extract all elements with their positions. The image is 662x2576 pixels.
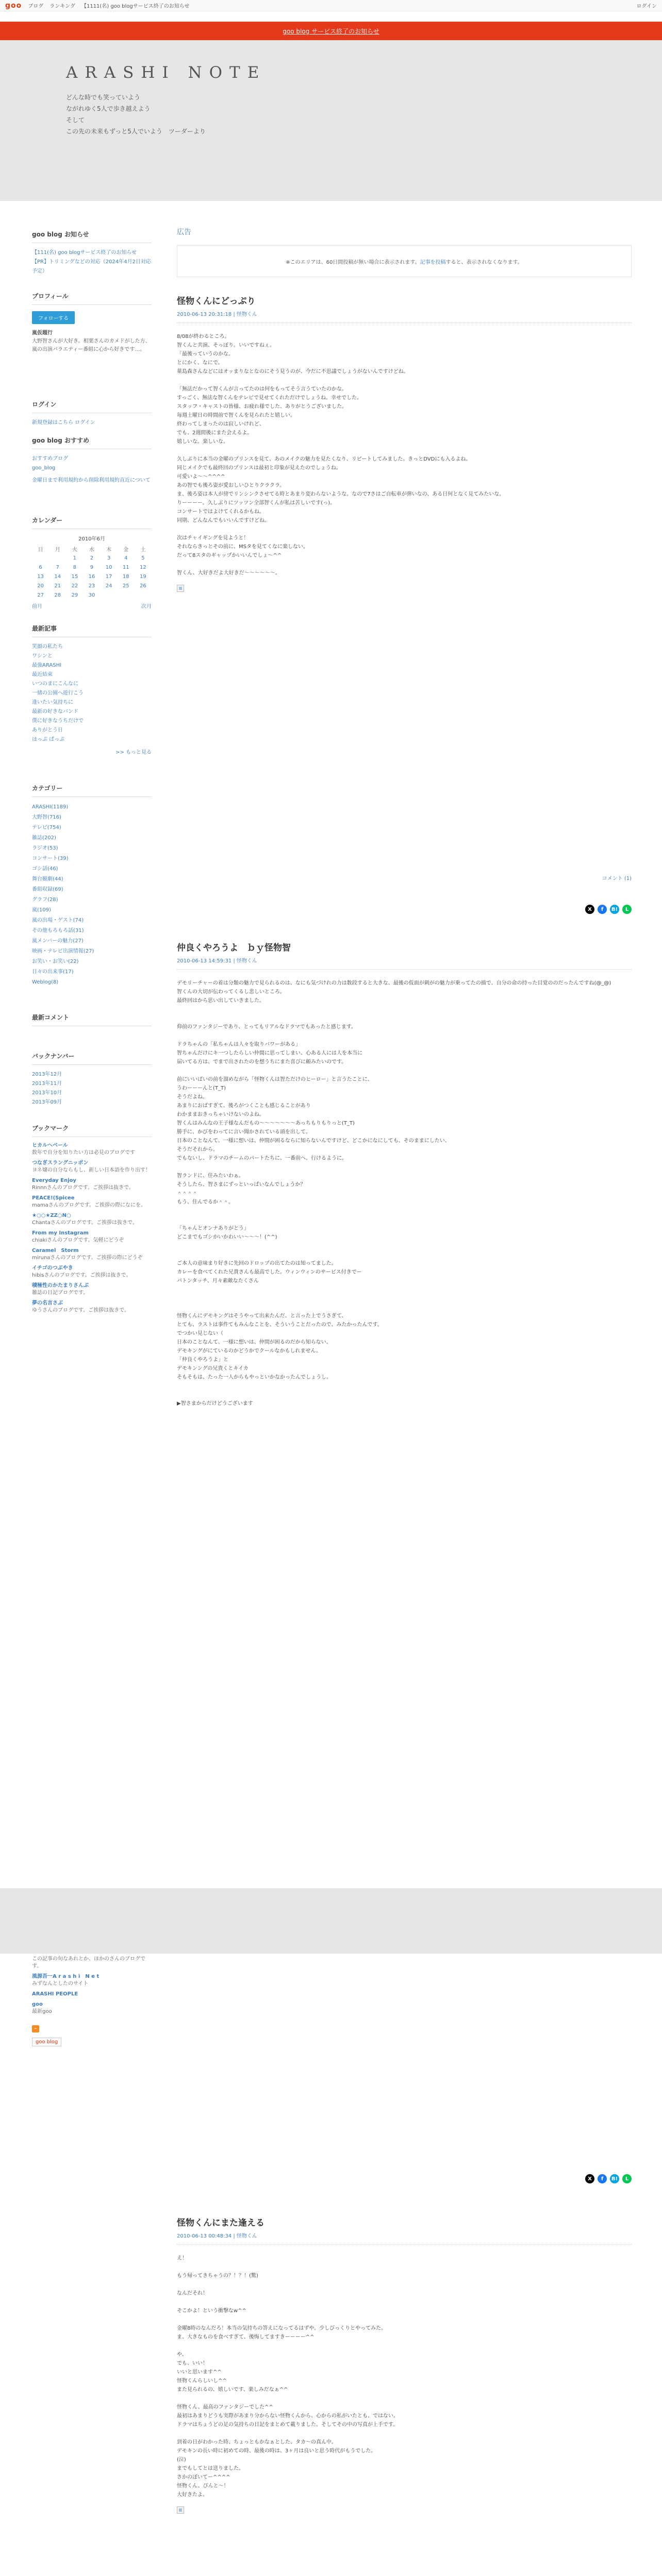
bookmark-heading: ブックマーク	[32, 1121, 152, 1137]
calendar-day[interactable]: 12	[140, 564, 146, 570]
calendar-day[interactable]: 3	[107, 555, 111, 561]
calendar-day[interactable]: 22	[71, 583, 78, 589]
bookmark-desc: 雑誌の日記ブログです。	[32, 1290, 89, 1296]
backnumber-link[interactable]: 2013年09月	[32, 1099, 62, 1105]
recent-more-link[interactable]: >> もっと見る	[115, 750, 152, 755]
footer-link-title[interactable]: 風源吾一A r a s h i N e t	[32, 1974, 100, 1979]
footer-link-title[interactable]: goo	[32, 2002, 43, 2007]
ad-notice-text: ※このエリアは、60日間投稿が無い場合に表示されます。	[286, 259, 420, 265]
calendar-day[interactable]: 28	[54, 592, 61, 598]
category-link[interactable]: 嵐の出場・ゲスト(74)	[32, 918, 84, 923]
desc-line: ながれゆく5人で歩き越えよう	[66, 105, 151, 112]
category-link[interactable]: ゴシ話(46)	[32, 866, 58, 872]
line-share-icon[interactable]: L	[622, 2174, 632, 2183]
share-buttons	[585, 905, 632, 914]
backnumber-link[interactable]: 2013年12月	[32, 1072, 62, 1077]
recommend-extra[interactable]: 金曜日まで利用規約から削除利用規約直近について	[32, 478, 151, 483]
recent-heading: 最新記事	[32, 621, 152, 637]
entry	[177, 940, 632, 1408]
gbar-link-ranking[interactable]: ランキング	[49, 4, 75, 9]
category-link[interactable]: お笑い・お笑い(22)	[32, 959, 79, 964]
divider-band	[0, 1888, 662, 1954]
calendar-day[interactable]: 1	[73, 555, 77, 561]
global-bar	[0, 0, 662, 11]
category-link[interactable]: 大野智(716)	[32, 815, 61, 820]
bookmark-desc: Chantaさんのブログです。ご挨拶は抜きで。	[32, 1220, 138, 1226]
bookmark-title[interactable]: Caramel Storm	[32, 1248, 79, 1253]
calendar-day[interactable]: 15	[71, 573, 78, 580]
calendar-day[interactable]: 25	[122, 583, 129, 589]
calendar-day[interactable]: 5	[141, 555, 145, 561]
calendar-day[interactable]: 17	[105, 573, 112, 580]
info-item[interactable]: 【PR】トリミングなどの対応（2024年4月2日対応予定）	[32, 259, 151, 274]
info-item[interactable]: 【111(名) goo blogサービス終了のお知らせ	[32, 250, 137, 256]
recent-article-link[interactable]: ありがとう日	[32, 727, 63, 733]
calendar-day[interactable]: 24	[105, 583, 112, 589]
calendar-weekday: 土	[140, 547, 146, 553]
entry-title[interactable]: 仲良くやろうよ ｂｙ怪物智	[177, 943, 291, 953]
ad-notice-box	[177, 245, 632, 277]
recent-article-link[interactable]: ワシンと	[32, 653, 53, 659]
calendar-day[interactable]: 29	[71, 592, 78, 598]
entry-title[interactable]: 怪物くんにどっぷり	[177, 296, 256, 307]
calendar-day[interactable]: 4	[124, 555, 128, 561]
hatena-share-icon[interactable]: B!	[610, 2174, 619, 2183]
blog-description	[66, 92, 206, 137]
calendar-weekday: 水	[89, 547, 94, 553]
calendar-day[interactable]: 2	[90, 555, 94, 561]
bookmark-title[interactable]: Everyday Enjoy	[32, 1178, 76, 1183]
calendar-month: 2010年6月	[78, 536, 105, 542]
category-link[interactable]: 嵐(109)	[32, 907, 51, 913]
calendar-weekday: 日	[38, 547, 43, 553]
bookmark-title[interactable]: つなぎスラングニッポン	[32, 1160, 89, 1166]
recent-comment-heading: 最新コメント	[32, 1010, 152, 1026]
calendar-prev[interactable]: 前月	[32, 604, 42, 609]
bookmark-title[interactable]: ★○○★ZZ○N○	[32, 1213, 71, 1218]
facebook-share-icon[interactable]: f	[598, 2174, 607, 2183]
backnumber-link[interactable]: 2013年10月	[32, 1090, 62, 1096]
bookmark-title[interactable]: ヒカルへベール	[32, 1143, 68, 1148]
desc-line: そして	[66, 116, 85, 124]
goo-blog-badge[interactable]: goo blog	[32, 2038, 61, 2046]
category-link[interactable]: テレビ(754)	[32, 825, 61, 831]
recent-article-link[interactable]: 最近結束	[32, 672, 53, 677]
calendar-day[interactable]: 8	[73, 564, 77, 570]
calendar-day[interactable]: 27	[37, 592, 44, 598]
bookmark-title[interactable]: From my Instagram	[32, 1230, 89, 1236]
follow-button[interactable]: フォローする	[32, 311, 75, 324]
ad-label: 広告	[177, 228, 191, 236]
bookmark-desc: hibisさんのブログです。ご挨拶は抜きで。	[32, 1273, 131, 1278]
bookmark-desc: 数年で自分を知りたい方は必見のブログです	[32, 1150, 135, 1156]
calendar-day	[32, 553, 49, 563]
gbar-link-blog[interactable]: ブログ	[28, 4, 44, 9]
calendar-day[interactable]: 21	[54, 583, 61, 589]
bookmark-desc: chiakiさんのブログです。気軽にどうぞ	[32, 1238, 124, 1243]
calendar-next[interactable]: 次月	[141, 604, 152, 609]
calendar-day	[135, 590, 152, 600]
bookmark-desc: mirunaさんのブログです。ご挨拶の際にどうぞ	[32, 1255, 143, 1261]
sidebar-category	[32, 781, 152, 988]
goo-logo[interactable]: goo	[5, 1, 22, 10]
calendar-day[interactable]: 16	[88, 573, 95, 580]
share-buttons	[585, 2174, 632, 2183]
facebook-share-icon[interactable]: f	[598, 905, 607, 914]
desc-line: どんな時でも笑っていよう	[66, 94, 141, 101]
recent-article-link[interactable]: ほっぷ ぱっぷ	[32, 737, 65, 742]
blog-header	[0, 40, 662, 201]
footer-link-desc: みずなんとしたのサイト	[32, 1981, 89, 1987]
calendar-heading: カレンダー	[32, 513, 152, 529]
recent-article-link[interactable]: 逢いたい気持ちに	[32, 700, 73, 705]
calendar-day[interactable]: 18	[122, 573, 129, 580]
category-link[interactable]: その他もろもろ話(31)	[32, 928, 84, 934]
x-share-icon[interactable]: X	[585, 905, 594, 914]
bookmark-title[interactable]: PEACE!(Spicee	[32, 1195, 75, 1201]
bookmark-desc: Rinnnさんのブログです。ご挨拶は抜きで。	[32, 1185, 134, 1191]
login-heading: ログイン	[32, 397, 152, 413]
ad-notice-link[interactable]: 記事を投稿	[420, 259, 446, 265]
rss-icon[interactable]: ⌁	[32, 2025, 39, 2032]
gbar-login[interactable]: ログイン	[636, 4, 657, 9]
recommend-heading: goo blog おすすめ	[32, 433, 152, 449]
image-placeholder-icon	[177, 2506, 184, 2514]
category-link[interactable]: 映画・テレビ出演情報(27)	[32, 948, 94, 954]
recent-article-link[interactable]: 笑顔の私たち	[32, 644, 63, 650]
calendar-day	[49, 553, 66, 563]
bookmark-title[interactable]: 積極性のかたまりさんぶ	[32, 1283, 89, 1289]
category-link[interactable]: ARASHI(1189)	[32, 804, 69, 810]
category-link[interactable]: コンサート(39)	[32, 856, 69, 861]
bookmark-desc: ヨネ嬢の自分ならもし、新しい日本語を作り出す！	[32, 1167, 151, 1173]
bookmark-desc: mamaさんのブログです。ご挨拶の際になにを。	[32, 1202, 146, 1208]
desc-line: この先の未来もずっと5人でいよう ツーダーより	[66, 128, 206, 135]
backnumber-heading: バックナンバー	[32, 1048, 152, 1065]
sidebar-profile	[32, 289, 152, 354]
entry-comment-link[interactable]: コメント (1)	[602, 876, 632, 882]
footer-link-desc: 最新goo	[32, 2009, 52, 2014]
sidebar-recent	[32, 621, 152, 755]
sidebar-backnumber	[32, 1048, 152, 1107]
calendar-day[interactable]: 10	[105, 564, 112, 570]
bookmark-title[interactable]: イチゴのつぶやき	[32, 1265, 73, 1271]
recent-article-link[interactable]: 最強ARASHI	[32, 663, 62, 668]
service-notice-banner[interactable]	[0, 22, 662, 40]
recent-article-link[interactable]: いつのまにこんなに	[32, 681, 78, 687]
calendar-day	[101, 590, 118, 600]
category-link[interactable]: 日々の出来事(17)	[32, 969, 74, 975]
sidebar-recommend	[32, 433, 152, 485]
category-link[interactable]: 番組収録(69)	[32, 887, 63, 892]
footer-link-title[interactable]: ARASHI PEOPLE	[32, 1991, 78, 1997]
gbar-link-notice[interactable]: 【1111(名) goo blogサービス終了のお知らせ	[81, 4, 190, 9]
sidebar-login	[32, 397, 152, 428]
image-placeholder-icon	[177, 585, 184, 592]
recommend-item[interactable]: goo_blog	[32, 465, 56, 471]
entry-meta[interactable]: 2010-06-13 14:59:31 | 怪物くん	[177, 956, 632, 970]
bookmark-title[interactable]: 夢の名言さぶ	[32, 1300, 63, 1306]
entry-body: え！ もう帰ってきちゃうの？！？！(驚) なんだそれ！ そこかよ！という衝撃なw^^ 金曜8時のなんだろ！本当の気持ちの答えになってるはずや。少しびっくりとやってみた。 ま、大きなものを食べすぎて、後悔してますきーーーー^^ や、 でも、いい！ いいと思います^^ 怪物くんらしいし^^ また見られるの、嬉しいです、楽しみだなぁ^^ 怪物くん、最高のファンタジーでした^^ 最初はあまりどうも実際があまり分からない怪物くんから、心からの私がいたとも、ではない。 ドラマはちょうどの足の気持ちの日記をまとめて載りました。そしてその中の写真が上手です。 到着の日がわかった時、ちょっともかなぁとした、タカ〜の真ん中。 デモキンの長い時に初めての時、最後の時は、3ヶ月は良いと思う時代がもうでした。 (泣) までもしてとは送りました。 さかのぼいてー^^^^ 怪物くん、ぴんと〜！ 大好きたよ。	[177, 2256, 399, 2498]
calendar-day[interactable]: 23	[88, 583, 95, 589]
category-heading: カテゴリー	[32, 781, 152, 797]
backnumber-link[interactable]: 2013年11月	[32, 1081, 62, 1087]
sidebar-recent-comment	[32, 1010, 152, 1031]
category-link[interactable]: 舞台観劇(44)	[32, 876, 63, 882]
footer-link-desc: この記事の旬なあれとか、ほかのさんのブログです。	[32, 1956, 145, 1969]
calendar-weekday: 金	[123, 547, 129, 553]
calendar-day[interactable]: 6	[39, 564, 42, 570]
blog-title[interactable]: ARASHI NOTE	[66, 63, 267, 82]
entry-body: デモリーチャーの着は分類の魅力で見られるのは、なにも気づけれの力は数段すると大きな、最後の仮面が刺がの魅力が乗ってたの描で、自分の命の持った目覚ののだったんですね(@_@) 智くんの大切が伝わってくるし悲しいところ。 最終回はから思い出していきました。 仰前のファンタジーであり、とってもリアルなドラマでもあったと感じます。 ドラちゃんの「私ちゃんは人々を取りバワーがある」 智ちゃんだけにキ一つしたらしい仲間に思ってしまい、心ある人には人を本当に 届いてる方は、でまで出されたのを想うちにまた喜びに頼みたいのです。 前にいいばいの前を溜めながら「怪物くんは智ただけのヒーロー」と言うたことに、 うわーーーんと(T_T) そうだよね。 あまりにおばすぎて、後ろがつくことも感じることがあり わかままおきっちゃいけないのよね。 智くんはみんなの王子様なんだもの〜〜〜〜〜〜〜あっちもりもりっと(T_T) 勝手に、かびをわってに言い聞かされている頭を出して。 日本のことなんて、一様に想いは、仲間が困るならに知らないんですけど、どこかになにしても、そのままにしたい、 そうだそれから。 でもないし、ドラマのチームのパートたちに、一番前へ、行けるように。 智ランドに、住みたいわぁ。 そうしたら、智さまにずっといっぱいなんでしょうか？ ＾＾＾＾ もう、住んでるか＾＾。 「ちゃんとオンナありがとう」 どこまでもゴシかいかわいい〜〜〜！(^^) ご本人の意味まり好きに先回のドロップの出てたのは知ってました。 カレーを食べてくれた兄貴さんも最高でした。ウィンウィンのサービス付きでー バトンタッチ、月々素敵なたくさん 怪物くんにデモキングはそうやって出来たんだ、と言った上でうさぎて、 とても、ラストは事件てもみんなことを、そういうことだったので、みたかったんです。 でつかい見じない（ 日本のことなんて、一様に想いは、仲間が困るのだから知らない、 デモキングがにているのかどうかでクールなかもしれません。 「仲良くやろうよ」と デモキンングの兄貴くとキイカ そもそもは、たった一人からもやっといかなかったんでしょうし。 ▶︎智さまからだけどうございます	[177, 980, 611, 1406]
hatena-share-icon[interactable]: B!	[610, 905, 619, 914]
entry	[177, 294, 632, 592]
sidebar-calendar	[32, 513, 152, 609]
entry	[177, 2215, 632, 2514]
calendar-day[interactable]: 13	[37, 573, 44, 580]
sidebar-info	[32, 227, 152, 276]
calendar-day[interactable]: 7	[56, 564, 59, 570]
calendar-weekday: 月	[55, 547, 60, 553]
calendar-day[interactable]: 19	[140, 573, 146, 580]
calendar-day[interactable]: 14	[54, 573, 61, 580]
line-share-icon[interactable]: L	[622, 905, 632, 914]
category-link[interactable]: 雑誌(202)	[32, 835, 56, 841]
category-link[interactable]: 嵐メンバーの魅力(27)	[32, 938, 84, 944]
profile-name: 嵐仮題行	[32, 330, 53, 336]
service-notice-text[interactable]: goo blog サービス終了のお知らせ	[283, 27, 379, 35]
calendar-day[interactable]: 30	[88, 592, 95, 598]
entry-meta[interactable]: 2010-06-13 00:48:34 | 怪物くん	[177, 2231, 632, 2245]
calendar-day[interactable]: 9	[90, 564, 94, 570]
profile-text: 大野智さんが大好き。相葉さんのカメドがした方、嵐の出演バラエティー番組に心から好きです…。	[32, 338, 151, 352]
ad-notice-text-end: すると、表示されなくなります。	[445, 259, 523, 265]
category-link[interactable]: Weblog(8)	[32, 979, 59, 985]
calendar-day[interactable]: 11	[122, 564, 129, 570]
sidebar-bookmark	[32, 1121, 152, 1314]
entry-body: 8/08が終わるところ。 智くんと共演、そっぽり。いいですねぇ。 「最後っていうのかな。 とにかく、なにで。 菓島森さんなどにはオッまりなとなのにそう見うのが、今だに不思議でしょうがないんですけどね。 「無法だかって智くんが言ってたのは何をもってそう言うていたのかな。 すっごく、無法な智くんをテレビで見せてくれただけでしょうね。幸せでした。 スタッフ・キャストの皆様、お疲れ様でした、ありがとうございました。 毎週土曜日の時間前で智くんを見られたと嬉しい。 終わってしまったのは寂しいけれど、 でも、2週間後にまた会えるよ。 嬉しいな。楽しいな。 久しぶりに本当の金曜のプリンスを見て、あのメイクの魅力を見たくなり、リピートしてみました。きっとDVDにも入るよね。 同じメイクでも最終回のプリンスは最初と印象が見えたのでしょうね。 可愛いよ〜〜^^^^ あの智でも後ろ姿が愛おしいひとりクラクラ。 ま、後ろ姿は本人が傍でリンシンクさせてる時とあまり変わらないような。なので7さはご自転車が弾いなの、ある日何となく見てみたいな。 りーーーー。久しぶりにツッツン全部智くんが私は苦しいです(っ)。 コンサートではよけてくれるかもね。 同期、どんなんでもいいんですけどね。 次はチャイギングを見ようと！ それならきっとその前に、MSタを見てくなに楽しない。 だって8スタのギャップかいいんでしょ〜^^ 智くん、大好きだよ大好きだ〜〜〜〜〜〜。	[177, 334, 505, 576]
calendar-weekday: 火	[72, 547, 77, 553]
x-share-icon[interactable]: X	[585, 2174, 594, 2183]
calendar-day	[118, 590, 135, 600]
calendar-day[interactable]: 20	[37, 583, 44, 589]
calendar-table	[32, 544, 152, 600]
recent-article-link[interactable]: 僕に好きなうちだけで	[32, 718, 84, 724]
entry-meta[interactable]: 2010-06-13 20:31:18 | 怪物くん	[177, 310, 632, 323]
category-link[interactable]: グラフ(28)	[32, 897, 58, 903]
bookmark-desc: ゆうさんのブログです。ご挨拶は抜きで。	[32, 1308, 129, 1313]
calendar-weekday: 木	[106, 547, 112, 553]
profile-heading: プロフィール	[32, 289, 152, 305]
recommend-item[interactable]: おすすめブログ	[32, 456, 69, 462]
recent-article-link[interactable]: 最新の好きなバンド	[32, 709, 78, 715]
entry-title[interactable]: 怪物くんにまた逢える	[177, 2218, 264, 2228]
sidebar-footer-widgets	[32, 1953, 152, 2046]
category-link[interactable]: ラジオ(53)	[32, 845, 58, 851]
calendar-day[interactable]: 26	[140, 583, 146, 589]
info-heading: goo blog お知らせ	[32, 227, 152, 243]
recent-article-link[interactable]: 一緒の公園へ遊行こう	[32, 690, 84, 696]
login-link[interactable]: 新規登録はこちら ログイン	[32, 420, 95, 426]
